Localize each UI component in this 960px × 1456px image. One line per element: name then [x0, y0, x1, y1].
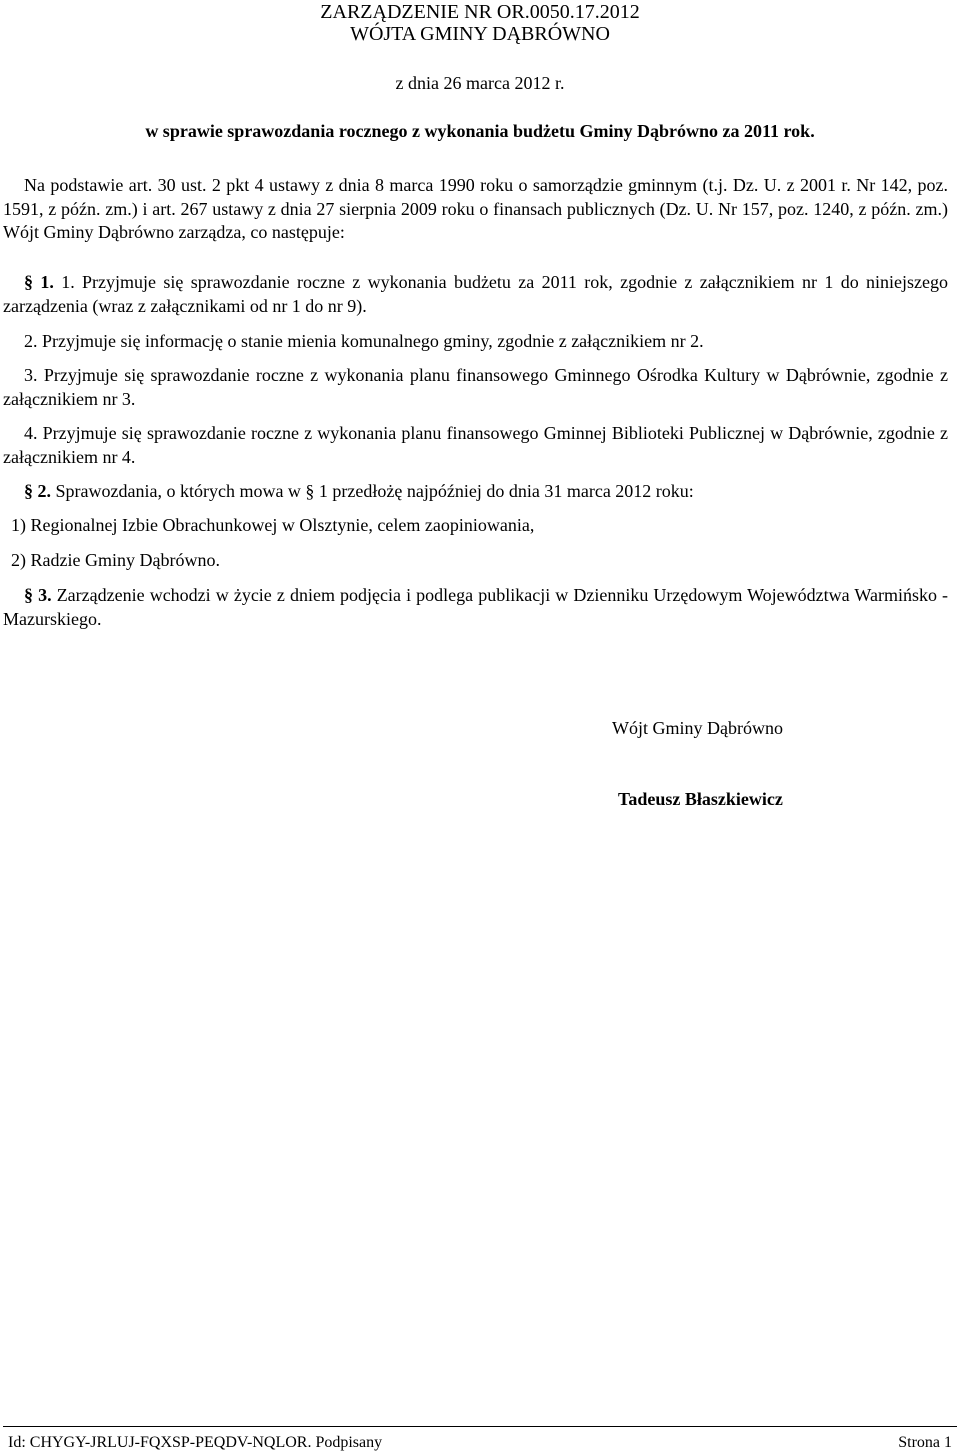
item-2-number: 2.	[24, 331, 38, 351]
paragraph-2-list-item-2	[11, 549, 956, 573]
document-title-line1: ZARZĄDZENIE NR OR.0050.17.2012	[320, 1, 640, 23]
item-4-text: Przyjmuje się sprawozdanie roczne z wykonania planu finansowego Gminnej Biblioteki Publicznej w Dąbrównie, zgodnie z załącznikiem nr 4.	[3, 423, 949, 467]
paragraph-1-item-1	[3, 271, 948, 318]
paragraph-3	[3, 584, 948, 631]
paragraph-2	[3, 480, 948, 504]
item-1-number: 1.	[61, 272, 75, 292]
item-1-text: Przyjmuje się sprawozdanie roczne z wykonania budżetu za 2011 rok, zgodnie z załącznikiem nr 1 do niniejszego zarządzenia (wraz z załącznikami od nr 1 do nr 9).	[3, 272, 949, 316]
preamble	[3, 174, 948, 245]
item-4-number: 4.	[24, 423, 38, 443]
paragraph-2-list-item-2-text: 2) Radzie Gminy Dąbrówno.	[11, 550, 220, 570]
paragraph-3-heading: § 3.	[24, 585, 52, 605]
paragraph-2-text: Sprawozdania, o których mowa w § 1 przedłożę najpóźniej do dnia 31 marca 2012 roku:	[55, 481, 694, 501]
paragraph-1-item-3	[3, 364, 948, 411]
footer-page-number: Strona 1	[898, 1434, 952, 1451]
paragraph-1-item-2	[3, 330, 948, 354]
paragraph-1-heading: § 1.	[24, 272, 54, 292]
footer-divider	[3, 1426, 957, 1427]
paragraph-2-heading: § 2.	[24, 481, 51, 501]
document-subject: w sprawie sprawozdania rocznego z wykonania budżetu Gminy Dąbrówno za 2011 rok.	[145, 121, 815, 141]
signature-office: Wójt Gminy Dąbrówno	[612, 718, 783, 738]
document-title-line2: WÓJTA GMINY DĄBRÓWNO	[350, 23, 610, 45]
item-2-text: Przyjmuje się informację o stanie mienia komunalnego gminy, zgodnie z załącznikiem nr 2.	[42, 331, 704, 351]
footer-document-id: Id: CHYGY-JRLUJ-FQXSP-PEQDV-NQLOR. Podpisany	[8, 1434, 383, 1451]
signature-name: Tadeusz Błaszkiewicz	[618, 789, 783, 809]
item-3-number: 3.	[24, 365, 38, 385]
document-date: z dnia 26 marca 2012 r.	[395, 73, 565, 93]
paragraph-2-list-item-1-text: 1) Regionalnej Izbie Obrachunkowej w Olsztynie, celem zaopiniowania,	[11, 515, 535, 535]
paragraph-2-list-item-1	[11, 514, 956, 538]
paragraph-1-item-4	[3, 422, 948, 469]
preamble-text: Na podstawie art. 30 ust. 2 pkt 4 ustawy z dnia 8 marca 1990 roku o samorządzie gminnym (t.j. Dz. U. z 2001 r. Nr 142, poz. 1591, z późn. zm.) i art. 267 ustawy z dnia 27 sierpnia 2009 roku o finansach publicznych (Dz. U. Nr 157, poz. 1240, z późn. zm.) Wójt Gminy Dąbrówno zarządza, co następuje:	[3, 175, 948, 242]
paragraph-3-text: Zarządzenie wchodzi w życie z dniem podjęcia i podlega publikacji w Dzienniku Urzędowym Województwa Warmińsko - Mazurskiego.	[3, 585, 949, 629]
item-3-text: Przyjmuje się sprawozdanie roczne z wykonania planu finansowego Gminnego Ośrodka Kultury w Dąbrównie, zgodnie z załącznikiem nr 3.	[3, 365, 949, 409]
